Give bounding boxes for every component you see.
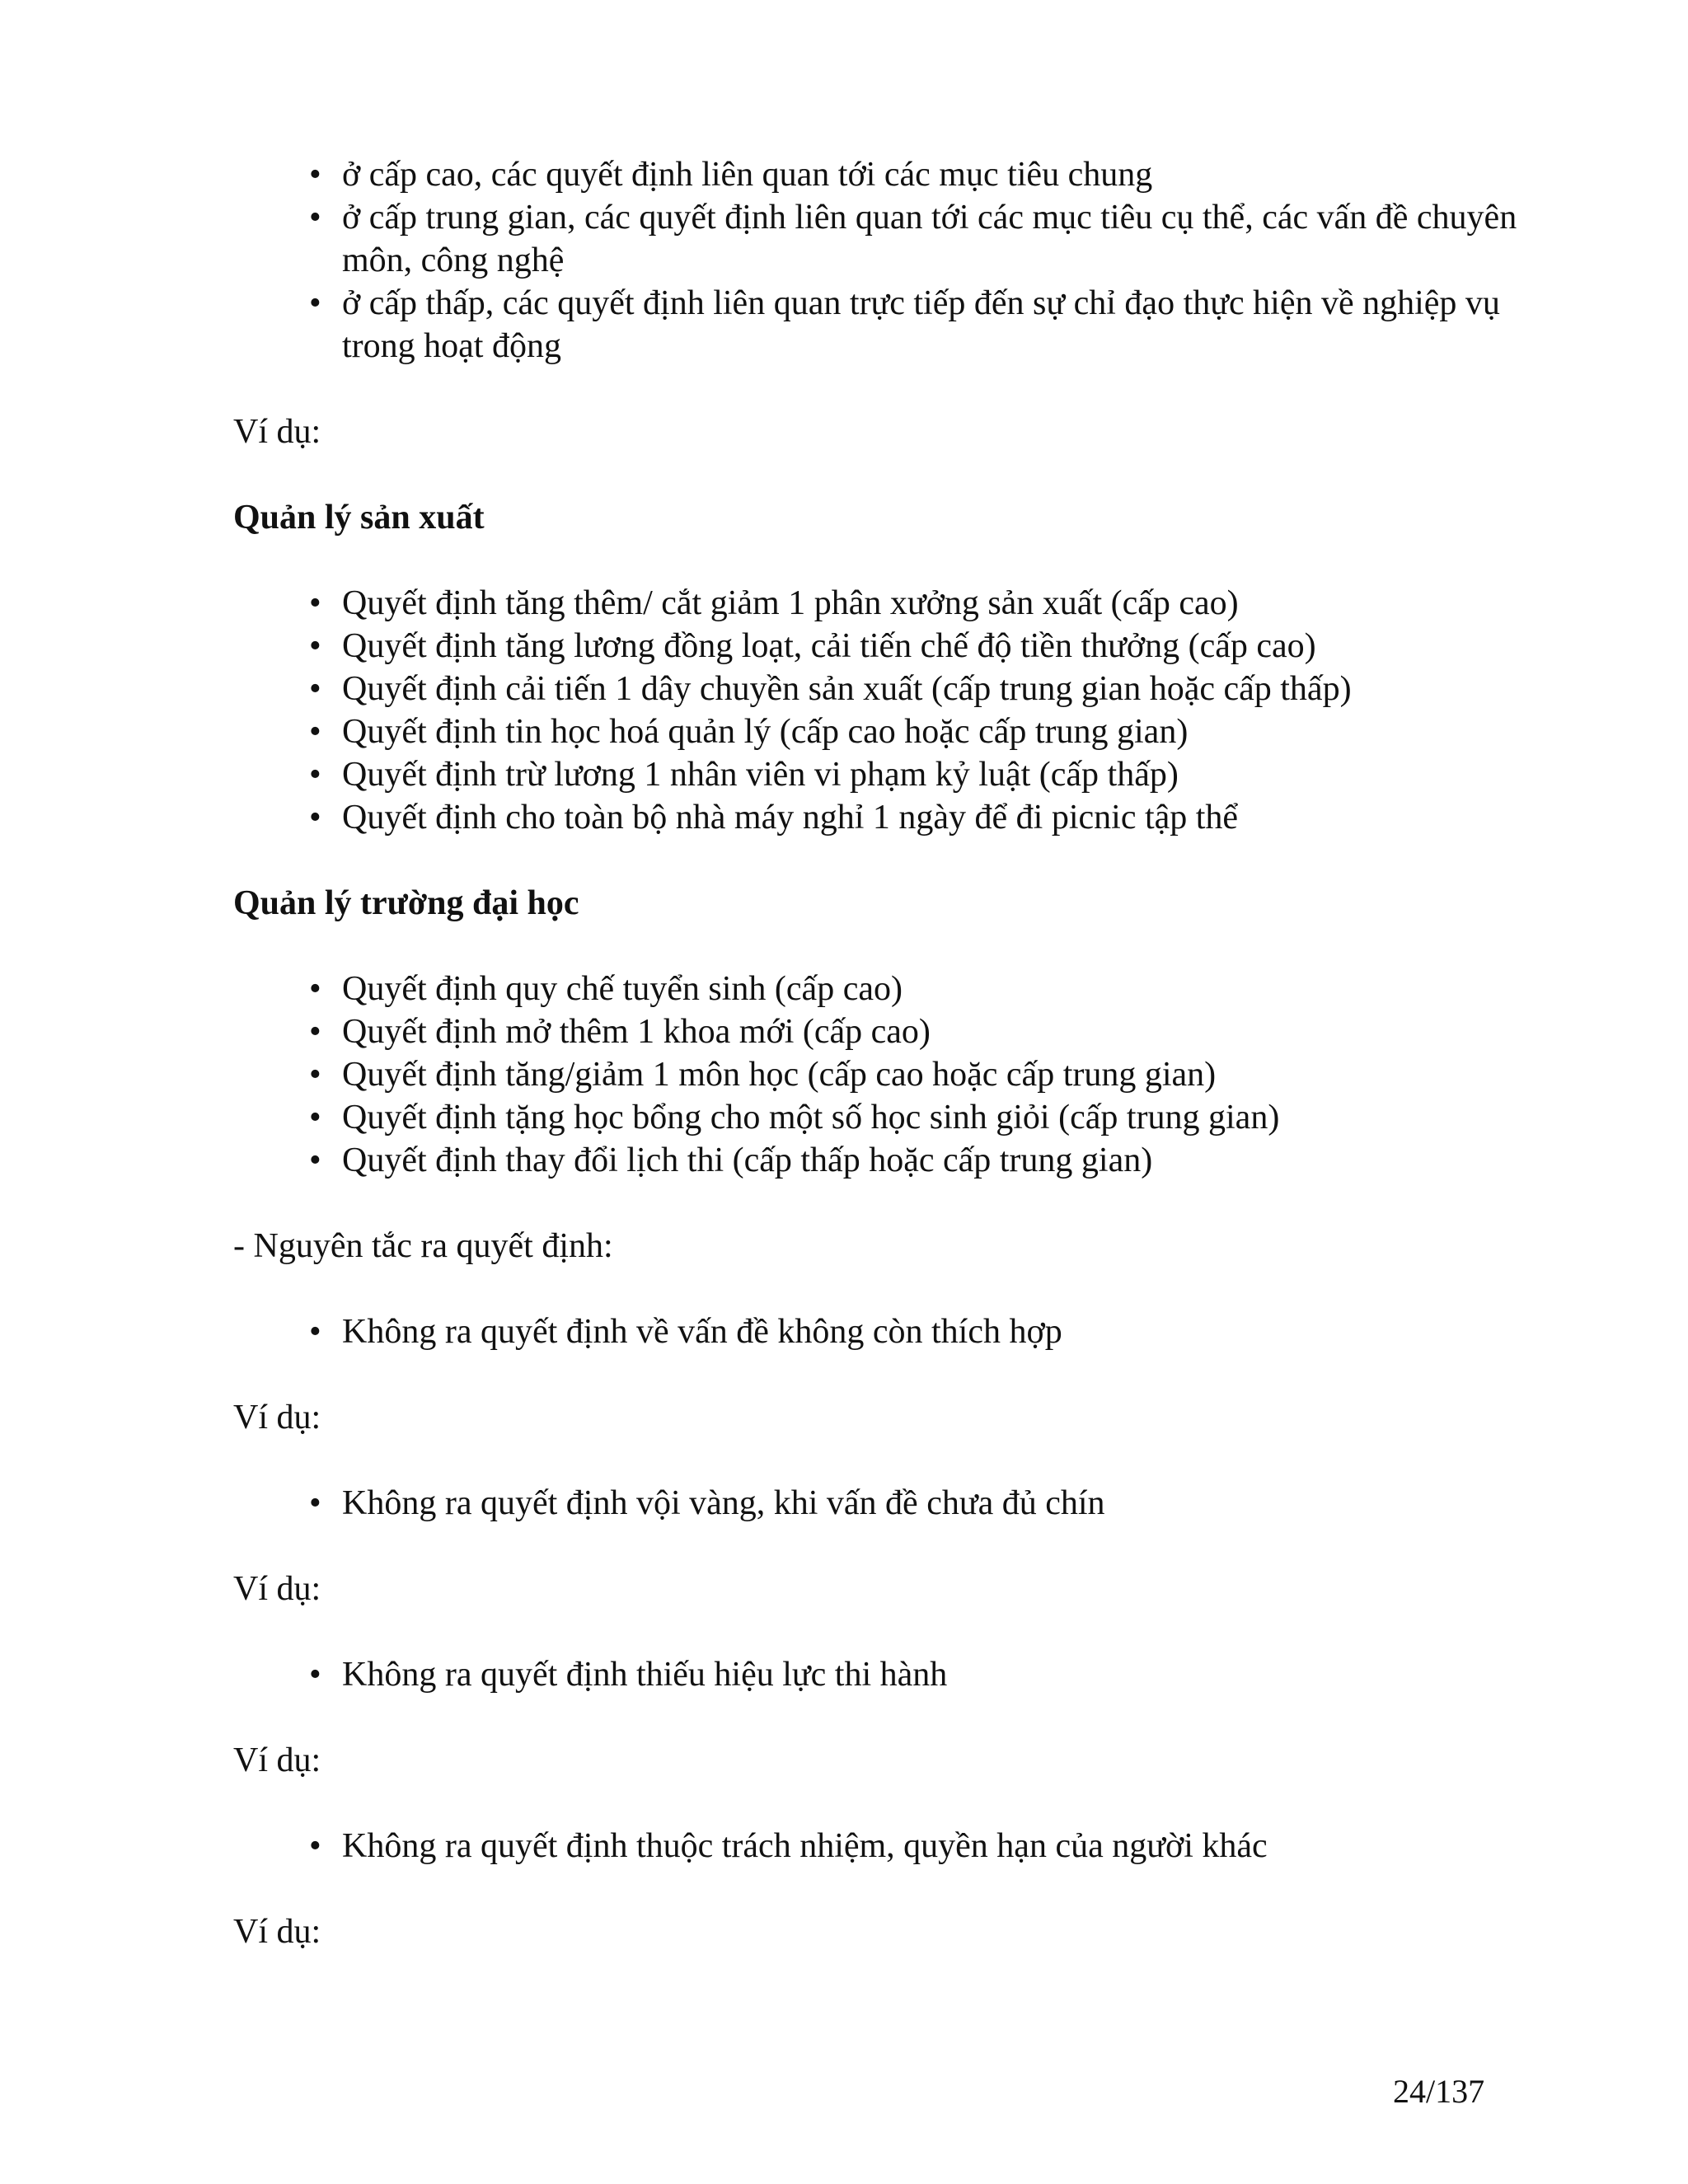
page-number: 24/137 — [1393, 2073, 1485, 2110]
list-item: • Quyết định trừ lương 1 nhân viên vi phạm kỷ luật (cấp thấp) — [342, 753, 1519, 796]
principles-heading: - Nguyên tắc ra quyết định: — [233, 1227, 613, 1265]
list-item: • Quyết định mở thêm 1 khoa mới (cấp cao) — [342, 1010, 1519, 1053]
principle-list — [233, 1653, 1519, 1696]
list-item: • Quyết định tăng/giảm 1 môn học (cấp cao hoặc cấp trung gian) — [342, 1053, 1519, 1096]
principle-list — [233, 1482, 1519, 1525]
principle-list — [233, 1825, 1519, 1868]
list-item: • Quyết định cho toàn bộ nhà máy nghỉ 1 ngày để đi picnic tập thể — [342, 796, 1519, 839]
list-item: • Quyết định cải tiến 1 dây chuyền sản xuất (cấp trung gian hoặc cấp thấp) — [342, 668, 1519, 710]
example-label: Ví dụ: — [233, 413, 321, 451]
list-item: • Quyết định thay đổi lịch thi (cấp thấp hoặc cấp trung gian) — [342, 1139, 1519, 1182]
list-item: • ở cấp thấp, các quyết định liên quan trực tiếp đến sự chỉ đạo thực hiện về nghiệp vụ trong hoạt động — [342, 282, 1519, 368]
list-item: • Quyết định tặng học bổng cho một số học sinh giỏi (cấp trung gian) — [342, 1096, 1519, 1139]
list-item: • Quyết định tin học hoá quản lý (cấp cao hoặc cấp trung gian) — [342, 710, 1519, 753]
example-label: Ví dụ: — [233, 1741, 321, 1779]
list-item: • Không ra quyết định về vấn đề không còn thích hợp — [342, 1310, 1519, 1353]
list-item: • ở cấp trung gian, các quyết định liên quan tới các mục tiêu cụ thể, các vấn đề chuyên môn, công nghệ — [342, 196, 1519, 282]
document-content — [233, 153, 1519, 1953]
list-item: • Không ra quyết định vội vàng, khi vấn đề chưa đủ chín — [342, 1482, 1519, 1525]
list-item: • Không ra quyết định thuộc trách nhiệm, quyền hạn của người khác — [342, 1825, 1519, 1868]
list-item: • ở cấp cao, các quyết định liên quan tới các mục tiêu chung — [342, 153, 1519, 196]
example-label: Ví dụ: — [233, 1570, 321, 1608]
section-heading-production: Quản lý sản xuất — [233, 499, 485, 537]
production-decision-list — [233, 582, 1519, 839]
example-label: Ví dụ: — [233, 1913, 321, 1951]
section-heading-university: Quản lý trường đại học — [233, 884, 579, 922]
list-item: • Không ra quyết định thiếu hiệu lực thi hành — [342, 1653, 1519, 1696]
list-item: • Quyết định quy chế tuyển sinh (cấp cao) — [342, 968, 1519, 1010]
university-decision-list — [233, 968, 1519, 1182]
list-item: • Quyết định tăng lương đồng loạt, cải tiến chế độ tiền thưởng (cấp cao) — [342, 625, 1519, 668]
example-label: Ví dụ: — [233, 1399, 321, 1436]
list-item: • Quyết định tăng thêm/ cắt giảm 1 phân xưởng sản xuất (cấp cao) — [342, 582, 1519, 625]
decision-level-list — [233, 153, 1519, 368]
principle-list — [233, 1310, 1519, 1353]
